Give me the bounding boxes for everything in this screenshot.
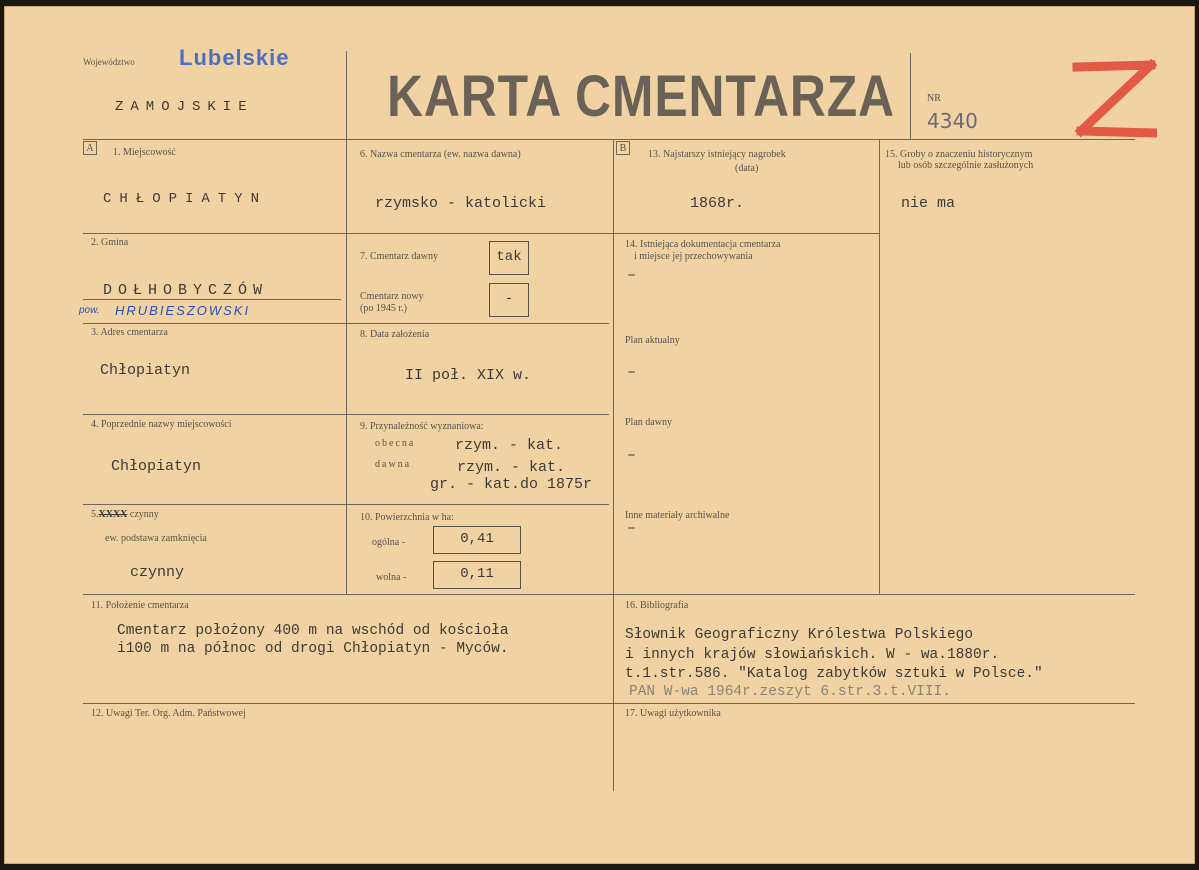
col-divider-2 <box>613 139 614 791</box>
field-2-value: DOŁHOBYCZÓW <box>103 282 269 299</box>
field-5-value: czynny <box>130 564 185 581</box>
field-14-inne-label: Inne materiały archiwalne <box>625 510 730 521</box>
field-1-label: 1. Miejscowość <box>113 147 176 158</box>
field-14-plan-dawny-value: – <box>627 447 637 464</box>
rule-top <box>83 139 1135 140</box>
field-2-label: 2. Gmina <box>91 237 129 248</box>
field-11-line-1: Cmentarz położony 400 m na wschód od kościoła <box>117 623 509 639</box>
field-15-label-1: 15. Groby o znaczeniu historycznym <box>885 149 1033 160</box>
field-7-value-new: - <box>489 283 529 317</box>
field-16-line-3: t.1.str.586. "Katalog zabytków sztuki w Polsce." <box>625 666 1043 682</box>
cemetery-record-card <box>4 6 1195 864</box>
field-14-plan-aktualny-value: – <box>627 364 637 381</box>
field-6-label: 6. Nazwa cmentarza (ew. nazwa dawna) <box>360 149 521 160</box>
field-14-label-1: 14. Istniejąca dokumentacja cmentarza <box>625 239 781 250</box>
field-14-inne-value: – <box>627 520 637 537</box>
field-9-obecna-value: rzym. - kat. <box>455 437 564 454</box>
col-divider-3 <box>879 139 880 594</box>
field-9-obecna-label: obecna <box>375 438 416 449</box>
field-14-label-2: i miejsce jej przechowywania <box>634 251 753 262</box>
field-2-underline <box>83 299 341 300</box>
field-8-label: 8. Data założenia <box>360 329 430 340</box>
field-4-value: Chłopiatyn <box>111 458 202 475</box>
rule-row6 <box>83 703 1135 704</box>
field-2-pow-value: HRUBIESZOWSKI <box>115 303 251 318</box>
field-10-ogolna-label: ogólna - <box>372 537 406 548</box>
wojewodztwo-stamp: Lubelskie <box>179 45 290 70</box>
nr-label: NR <box>927 93 941 104</box>
field-10-wolna-label: wolna - <box>376 572 407 583</box>
field-17-label: 17. Uwagi użytkownika <box>625 708 721 719</box>
field-5-label <box>91 509 159 520</box>
field-14-plan-dawny-label: Plan dawny <box>625 417 672 428</box>
field-16-line-2: i innych krajów słowiańskich. W - wa.1880r. <box>625 647 1000 663</box>
field-10-ogolna-value: 0,41 <box>433 526 521 554</box>
corner-mark <box>1071 59 1157 139</box>
red-z-mark-icon <box>1071 59 1157 139</box>
nr-value: 4340 <box>927 109 978 133</box>
header-divider-right <box>910 53 911 139</box>
field-13-label-1: 13. Najstarszy istniejący nagrobek <box>648 149 786 160</box>
page-title: KARTA CMENTARZA <box>387 64 895 129</box>
field-16-line-4: PAN W-wa 1964r.zeszyt 6.str.3.t.VIII. <box>629 684 951 700</box>
col-divider-1 <box>346 139 347 594</box>
field-1-value: CHŁOPIATYN <box>103 191 268 207</box>
field-5-sublabel: ew. podstawa zamknięcia <box>105 533 207 544</box>
field-15-label-2: lub osób szczególnie zasłużonych <box>898 160 1034 171</box>
field-5-label-struck: XXXX <box>98 509 128 520</box>
field-14-plan-aktualny-label: Plan aktualny <box>625 335 680 346</box>
field-3-value: Chłopiatyn <box>100 362 191 379</box>
field-14-value: – <box>627 267 637 284</box>
field-9-dawna-value-1: rzym. - kat. <box>457 459 566 476</box>
field-11-label: 11. Położenie cmentarza <box>91 600 189 611</box>
field-15-value: nie ma <box>901 195 956 212</box>
field-5-label-suffix: czynny <box>129 509 159 520</box>
field-8-value: II poł. XIX w. <box>405 367 532 384</box>
section-marker-b: B <box>616 141 630 155</box>
rule-row1 <box>83 233 879 234</box>
field-5-label-prefix: 5. <box>91 509 99 520</box>
field-16-label: 16. Bibliografia <box>625 600 689 611</box>
field-11-line-2: i100 m na północ od drogi Chłopiatyn - Myców. <box>117 641 509 657</box>
field-2-pow-prefix: pow. <box>79 305 100 316</box>
field-7-label-new-2: (po 1945 r.) <box>360 303 407 314</box>
field-12-label: 12. Uwagi Ter. Org. Adm. Państwowej <box>91 708 246 719</box>
field-9-dawna-value-2: gr. - kat.do 1875r <box>430 476 593 493</box>
field-16-line-1: Słownik Geograficzny Królestwa Polskiego <box>625 627 974 643</box>
field-9-dawna-label: dawna <box>375 459 412 470</box>
wojewodztwo-label: Województwo <box>83 57 135 67</box>
field-7-label-old: 7. Cmentarz dawny <box>360 251 439 262</box>
section-marker-a: A <box>83 141 97 155</box>
rule-row5 <box>83 594 1135 595</box>
field-9-label: 9. Przynależność wyznaniowa: <box>360 421 484 432</box>
header-divider-left <box>346 51 347 139</box>
field-6-value: rzymsko - katolicki <box>375 195 547 212</box>
field-13-label-2: (data) <box>735 163 759 174</box>
field-7-value-old: tak <box>489 241 529 275</box>
powiat-typed: ZAMOJSKIE <box>115 99 254 115</box>
field-4-label: 4. Poprzednie nazwy miejscowości <box>91 419 232 430</box>
field-10-label: 10. Powierzchnia w ha: <box>360 512 454 523</box>
field-13-value: 1868r. <box>690 195 745 212</box>
field-10-wolna-value: 0,11 <box>433 561 521 589</box>
field-7-label-new-1: Cmentarz nowy <box>360 291 424 302</box>
field-3-label: 3. Adres cmentarza <box>91 327 168 338</box>
